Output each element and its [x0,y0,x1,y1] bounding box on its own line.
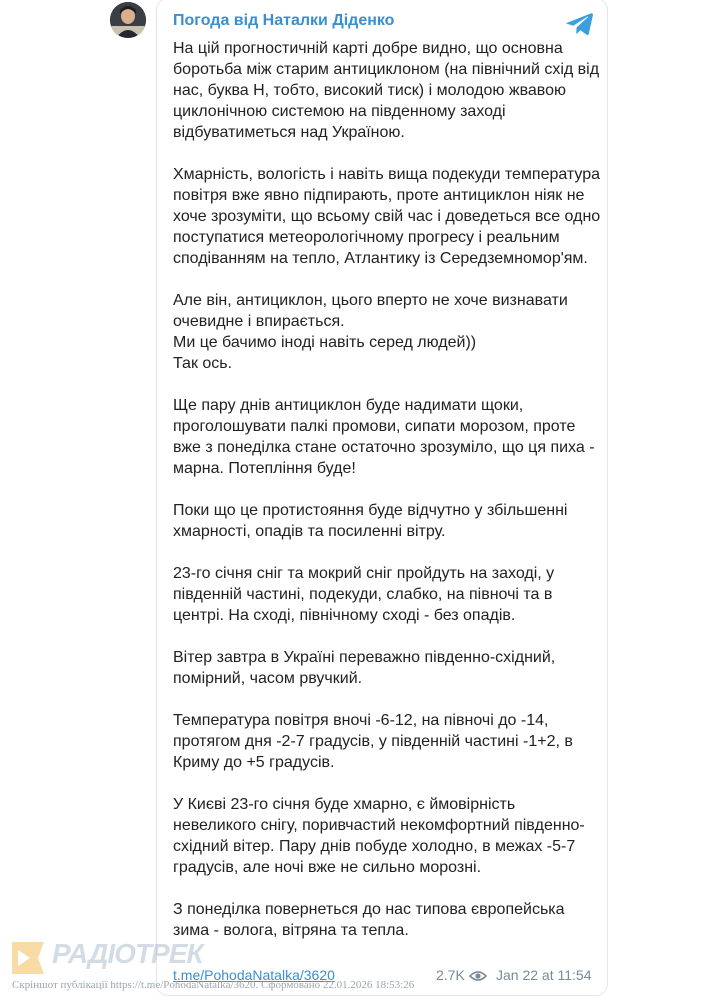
channel-avatar[interactable] [110,2,146,38]
post-paragraph: Хмарність, вологість і навіть вища подекуди температура повітря вже явно підпирають, проте антициклон ніяк не хоче зрозуміти, що всьому свій час і доведеться все одно поступатися метеорологічному прогресу і реальним сподіванням на тепло, Атлантику із Середземномор'ям. [173,166,601,267]
post-paragraph: Температура повітря вночі -6-12, на півночі до -14, протягом дня -2-7 градусів, у південній частині -1+2, в Криму до +5 градусів. [173,712,573,771]
radiotrek-logo-icon [8,938,48,978]
view-count: 2.7K [436,967,465,983]
screenshot-caption: Скріншот публікації https://t.me/PohodaNatalka/3620. Сформовано 22.01.2026 18:53:26 [12,979,415,991]
post-paragraph: У Києві 23-го січня буде хмарно, є ймовірність невеликого снігу, поривчастий некомфортний південно-східний вітер. Пару днів побуде холодно, в межах -5-7 градусів, але ночі вже не сильно морозні. [173,796,585,876]
post-paragraph: 23-го січня сніг та мокрий сніг пройдуть на заході, у південній частині, подекуди, слабко, на півночі та в центрі. На сході, північному сході - без опадів. [173,565,555,624]
radiotrek-watermark [8,938,203,978]
post-paragraph: Вітер завтра в Україні переважно південно-східний, помірний, часом рвучкий. [173,649,556,687]
post-paragraph: На цій прогностичній карті добре видно, що основна боротьба між старим антициклоном (на північний схід від нас, буква Н, тобто, високий тиск) і молодою жвавою циклонічною системою на південному заході відбуватиметься над Україною. [173,40,600,141]
post-paragraph: З понеділка повернеться до нас типова європейська зима - волога, вітряна та тепла. [173,901,565,939]
channel-name[interactable]: Погода від Наталки Діденко [173,12,395,29]
eye-icon [469,968,487,984]
post-link[interactable]: t.me/PohodaNatalka/3620 [173,967,335,983]
post-text [173,38,601,941]
post-paragraph: Поки що це протистояння буде відчутно у збільшенні хмарності, опадів та посиленні вітру. [173,502,568,540]
post-paragraph: Ще пару днів антициклон буде надимати щоки, проголошувати палкі промови, сипати морозом, проте вже з понеділка стане остаточно зрозуміло, що ця пиха - марна. Потепління буде! [173,397,595,477]
post-date[interactable]: Jan 22 at 11:54 [496,967,592,983]
post-paragraph: Але він, антициклон, цього вперто не хоче визнавати очевидне і впирається. Ми це бачимо іноді навіть серед людей)) Так ось. [173,292,568,372]
telegram-icon[interactable] [566,12,594,36]
watermark-brand: РАДІОТРЕК [52,938,203,969]
avatar-photo [110,2,146,38]
